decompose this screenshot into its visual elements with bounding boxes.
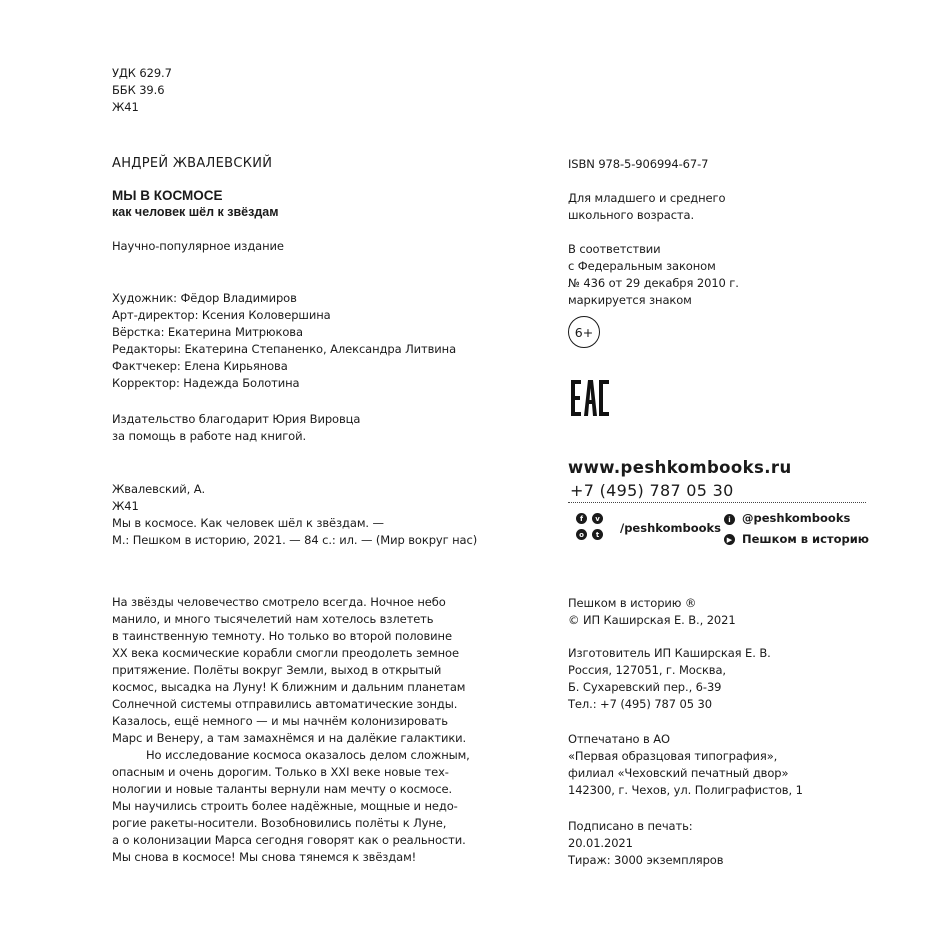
annotation-line: Казалось, ещё немного — и мы начнём колонизировать — [112, 714, 448, 728]
credit-illustrator: Художник: Фёдор Владимиров — [112, 291, 297, 305]
credit-factchecker: Фактчекер: Елена Кирьянова — [112, 359, 288, 373]
copyright-line: Пешком в историю ® — [568, 596, 697, 610]
audience — [568, 190, 725, 224]
annotation-line: опасным и очень дорогим. Только в XXI веке новые тех- — [112, 765, 449, 779]
printer-line: «Первая образцовая типография», — [568, 749, 778, 763]
annotation-line: Мы научились строить более надёжные, мощные и недо- — [112, 799, 458, 813]
social-handle[interactable]: /peshkombooks — [620, 521, 722, 535]
catalog-card — [112, 481, 477, 549]
printer-line: Отпечатано в АО — [568, 732, 670, 746]
author-mark: Ж41 — [112, 100, 139, 114]
age-rating-badge — [568, 316, 600, 348]
manufacturer-line: Россия, 127051, г. Москва, — [568, 663, 726, 677]
manufacturer-line: Тел.: +7 (495) 787 05 30 — [568, 697, 712, 711]
audience-line: Для младшего и среднего — [568, 191, 726, 205]
signoff-line: Подписано в печать: — [568, 819, 693, 833]
credits — [112, 290, 456, 392]
copyright-line: © ИП Каширская Е. В., 2021 — [568, 613, 736, 627]
annotation-line: притяжение. Полёты вокруг Земли, выход в открытый — [112, 663, 442, 677]
signoff-line: Тираж: 3000 экземпляров — [568, 853, 724, 867]
annotation — [112, 594, 470, 866]
book-subtitle: как человек шёл к звёздам — [112, 205, 279, 219]
age-rating-text: 6+ — [574, 324, 594, 340]
law-notice — [568, 241, 739, 309]
law-line: В соответствии — [568, 242, 661, 256]
social-icons-group — [576, 513, 612, 547]
book-title: МЫ В КОСМОСЕ — [112, 188, 223, 203]
law-line: с Федеральным законом — [568, 259, 716, 273]
facebook-icon[interactable]: f — [576, 513, 587, 524]
credit-layout: Вёрстка: Екатерина Митрюкова — [112, 325, 303, 339]
annotation-line: Марс и Венеру, а там замахнёмся и на далёкие галактики. — [112, 731, 467, 745]
copyright — [568, 595, 736, 629]
classification-codes — [112, 65, 172, 116]
annotation-line: Солнечной системы отправились автоматические зонды. — [112, 697, 458, 711]
catalog-line: Мы в космосе. Как человек шёл к звёздам. — — [112, 516, 384, 530]
divider — [568, 502, 866, 503]
signoff-line: 20.01.2021 — [568, 836, 633, 850]
thanks-line: за помощь в работе над книгой. — [112, 429, 307, 443]
manufacturer-line: Б. Сухаревский пер., 6-39 — [568, 680, 722, 694]
annotation-line: нологии и новые таланты вернули нам мечту о космосе. — [112, 782, 453, 796]
printer-line: филиал «Чеховский печатный двор» — [568, 766, 789, 780]
printer-line: 142300, г. Чехов, ул. Полиграфистов, 1 — [568, 783, 803, 797]
vk-icon[interactable]: v — [592, 513, 603, 524]
credit-art-director: Арт-директор: Ксения Коловершина — [112, 308, 331, 322]
catalog-line: М.: Пешком в историю, 2021. — 84 с.: ил. — (Мир вокруг нас) — [112, 533, 478, 547]
credit-editors: Редакторы: Екатерина Степаненко, Александра Литвина — [112, 342, 457, 356]
isbn: ISBN 978-5-906994-67-7 — [568, 157, 709, 171]
genre: Научно-популярное издание — [112, 239, 284, 253]
annotation-line: Мы снова в космосе! Мы снова тянемся к звёздам! — [112, 850, 417, 864]
thanks-line: Издательство благодарит Юрия Вировца — [112, 412, 361, 426]
annotation-line: в таинственную темноту. Но только во второй половине — [112, 629, 452, 643]
annotation-line: космос, высадка на Луну! К ближним и дальним планетам — [112, 680, 466, 694]
twitter-icon[interactable]: t — [592, 529, 603, 540]
credit-proofreader: Корректор: Надежда Болотина — [112, 376, 300, 390]
catalog-line: Ж41 — [112, 499, 139, 513]
odnoklassniki-icon[interactable]: o — [576, 529, 587, 540]
annotation-line: На звёзды человечество смотрело всегда. Ночное небо — [112, 595, 446, 609]
youtube-channel[interactable]: Пешком в историю — [742, 532, 869, 546]
bbk-code: ББК 39.6 — [112, 83, 165, 97]
audience-line: школьного возраста. — [568, 208, 695, 222]
eac-mark-icon — [569, 378, 611, 422]
printer-info — [568, 731, 803, 799]
author-name: АНДРЕЙ ЖВАЛЕВСКИЙ — [112, 156, 273, 171]
manufacturer-info — [568, 645, 771, 713]
law-line: № 436 от 29 декабря 2010 г. — [568, 276, 739, 290]
annotation-line: Но исследование космоса оказалось делом сложным, — [146, 748, 470, 762]
manufacturer-line: Изготовитель ИП Каширская Е. В. — [568, 646, 771, 660]
instagram-handle[interactable]: @peshkombooks — [742, 511, 851, 525]
print-signoff — [568, 818, 723, 869]
udk-code: УДК 629.7 — [112, 66, 172, 80]
youtube-icon[interactable]: ▶ — [724, 534, 735, 545]
website-link[interactable]: www.peshkombooks.ru — [568, 458, 792, 477]
annotation-line: манило, и много тысячелетий нам хотелось взлететь — [112, 612, 434, 626]
acknowledgement — [112, 411, 360, 445]
annotation-line: XX века космические корабли смогли преодолеть земное — [112, 646, 459, 660]
catalog-line: Жвалевский, А. — [112, 482, 206, 496]
phone-number: +7 (495) 787 05 30 — [570, 481, 734, 500]
annotation-line: рогие ракеты-носители. Возобновились полёты к Луне, — [112, 816, 447, 830]
instagram-icon[interactable]: i — [724, 514, 735, 525]
book-title-block — [112, 188, 278, 220]
annotation-line: а о колонизации Марса сегодня говорят как о реальности. — [112, 833, 466, 847]
law-line: маркируется знаком — [568, 293, 692, 307]
